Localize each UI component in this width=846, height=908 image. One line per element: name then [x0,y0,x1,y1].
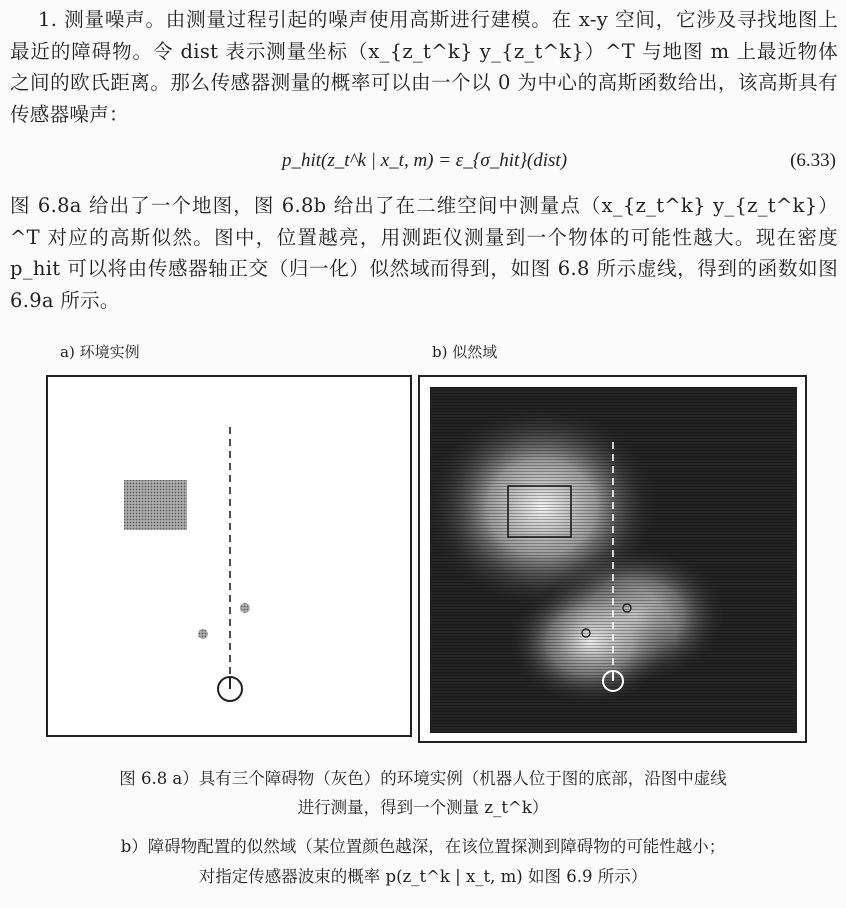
paragraph-2 [10,190,838,316]
panel-a-environment [46,375,412,737]
caption-line-4: 对指定传感器波束的概率 p(z_t^k | x_t, m) 如图 6.9 所示） [198,867,648,886]
obstacle-small-left [198,629,208,639]
likelihood-svg [430,387,797,733]
paragraph-1 [10,4,838,130]
paragraph-1-text: 1. 测量噪声。由测量过程引起的噪声使用高斯进行建模。在 x-y 空间，它涉及寻找地图上最近的障碍物。令 dist 表示测量坐标（x_{z_t^k} y_{z_t^k}）^T 与地图 m 上最近物体之间的欧氏距离。那么传感器测量的概率可以由一个以 0 为中心的高斯函数给出，该高斯具有传感器噪声： [10,8,838,126]
equation-number: (6.33) [790,150,836,171]
environment-svg [48,377,410,735]
panel-b-likelihood [418,375,807,743]
panel-a-title: a) 环境实例 [60,343,140,361]
paragraph-2-text: 图 6.8a 给出了一个地图，图 6.8b 给出了在二维空间中测量点（x_{z_t^k} y_{z_t^k}）^T 对应的高斯似然。图中，位置越亮，用测距仪测量到一个物体的可能性越大。现在密度 p_hit 可以将由传感器轴正交（归一化）似然域而得到，如图 6.8 所示虚线，得到的函数如图 6.9a 所示。 [10,194,838,312]
equation-line [0,150,846,180]
likelihood-field [430,387,797,733]
obstacle-box [124,480,187,530]
equation: p_hit(z_t^k | x_t, m) = ε_{σ_hit}(dist) [282,150,568,171]
obstacle-small-right [240,603,250,613]
panel-b-title: b) 似然域 [432,343,498,361]
caption-line-1: 图 6.8 a）具有三个障碍物（灰色）的环境实例（机器人位于图的底部，沿图中虚线 [119,769,727,788]
caption-line-3: b）障碍物配置的似然域（某位置颜色越深，在该位置探测到障碍物的可能性越小； [120,837,726,856]
caption-line-2: 进行测量，得到一个测量 z_t^k） [297,798,549,817]
